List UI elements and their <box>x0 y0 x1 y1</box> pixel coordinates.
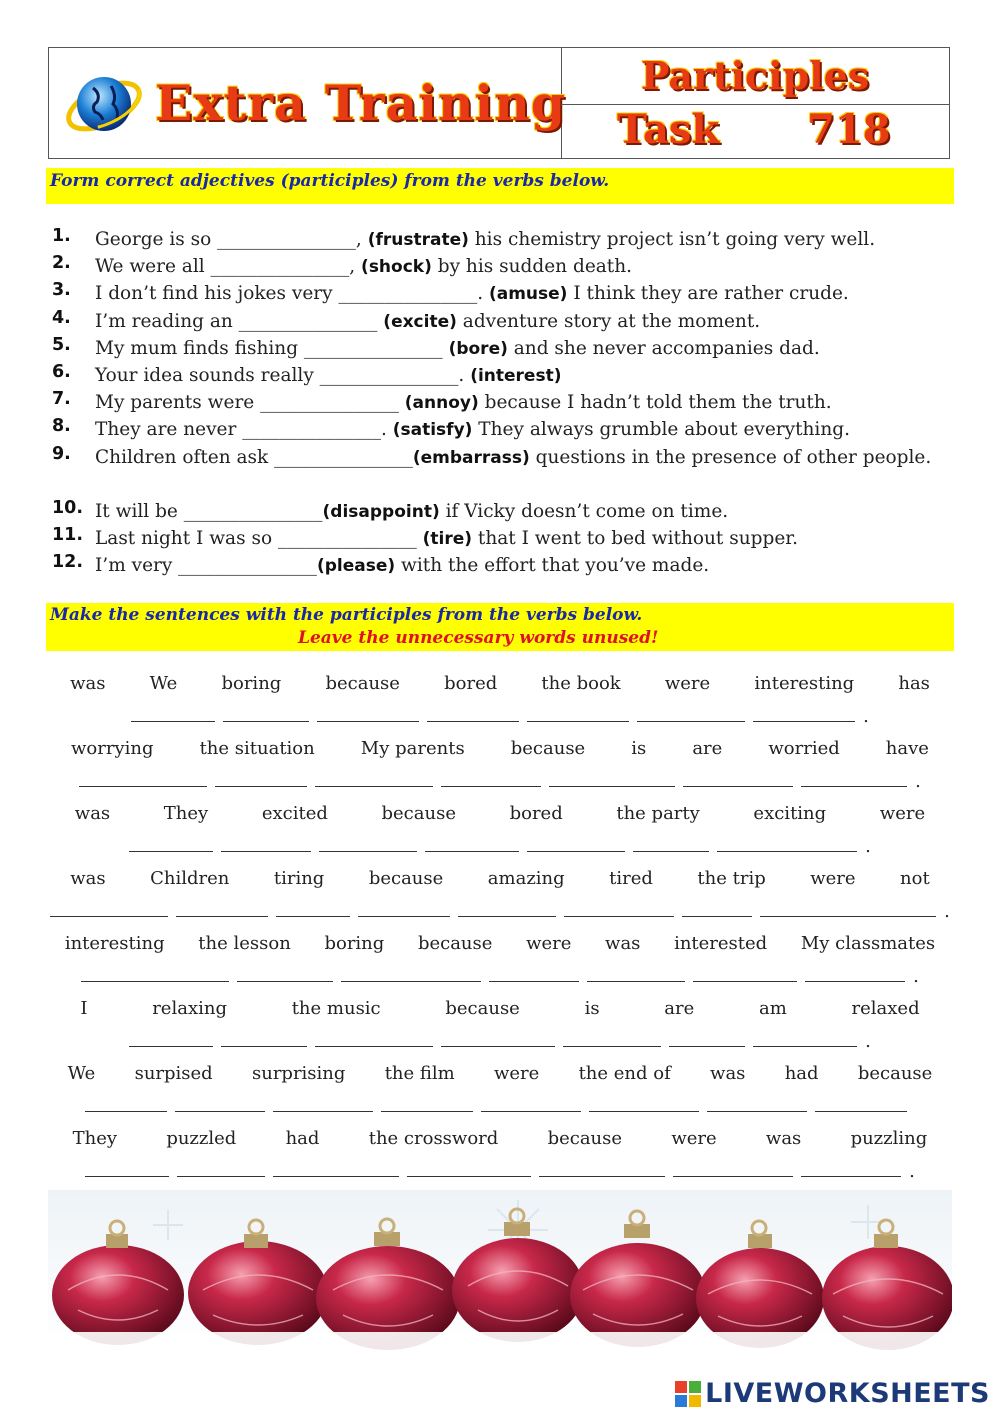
word-chip[interactable]: were <box>879 802 926 824</box>
word-chip[interactable]: because <box>381 802 456 824</box>
answer-blank[interactable] <box>81 980 229 982</box>
exercise-sentence <box>95 308 932 336</box>
word-chip[interactable]: My parents <box>360 737 465 759</box>
answer-blank[interactable] <box>539 1175 665 1177</box>
exercise-item <box>52 226 932 253</box>
answer-blank[interactable] <box>815 1110 907 1112</box>
word-chip[interactable]: surpised <box>134 1062 213 1084</box>
word-chip[interactable]: the situation <box>199 737 315 759</box>
word-chip[interactable]: I <box>80 997 88 1019</box>
word-bank-row <box>48 800 952 826</box>
task-label: Task <box>617 106 720 153</box>
exercise-item <box>52 444 932 498</box>
exercise-sentence <box>95 552 932 580</box>
answer-blank[interactable] <box>481 1110 581 1112</box>
word-chip[interactable]: were <box>810 867 856 889</box>
word-chip[interactable]: tired <box>609 867 653 889</box>
answer-blank[interactable] <box>673 1175 793 1177</box>
exercise-sentence <box>95 362 932 390</box>
verb-hint: (please) <box>316 556 396 577</box>
sentence-end: adventure story at the moment. <box>456 310 761 332</box>
sentence-end: by his sudden death. <box>431 256 633 278</box>
answer-blank[interactable] <box>441 1045 555 1047</box>
sentence-end: his chemistry project isn’t going very well. <box>468 229 876 250</box>
word-chip[interactable]: had <box>285 1127 320 1149</box>
word-bank-row <box>48 865 952 891</box>
word-chip[interactable]: worrying <box>71 737 154 759</box>
word-chip[interactable]: was <box>765 1127 802 1149</box>
exercise-number: 7. <box>52 389 71 410</box>
word-chip[interactable]: the crossword <box>368 1127 499 1149</box>
word-chip[interactable]: the lesson <box>198 932 291 954</box>
answer-blank[interactable] <box>317 720 419 722</box>
word-chip[interactable]: boring <box>324 932 385 954</box>
exercise-number: 2. <box>52 253 71 274</box>
answer-blank[interactable] <box>489 980 579 982</box>
word-chip[interactable]: boring <box>221 672 282 694</box>
answer-blank[interactable] <box>427 720 519 722</box>
answer-blank[interactable] <box>358 915 450 917</box>
answer-blank[interactable] <box>223 720 309 722</box>
answer-blank[interactable] <box>801 785 907 787</box>
sentence-end: because I hadn’t told them the truth. <box>478 392 832 414</box>
christmas-ornaments-image <box>48 1190 952 1352</box>
word-chip[interactable]: because <box>510 737 586 759</box>
exercise-number: 5. <box>52 334 71 355</box>
word-chip[interactable]: are <box>692 737 723 759</box>
answer-line <box>48 830 952 857</box>
word-chip[interactable]: exciting <box>753 802 827 824</box>
answer-blank[interactable] <box>717 850 857 852</box>
answer-blank[interactable] <box>273 1175 399 1177</box>
exercise-sentence <box>95 253 932 281</box>
answer-blank[interactable] <box>176 915 268 917</box>
word-chip[interactable]: were <box>664 672 711 694</box>
sentence-start[interactable]: I’m very _______________ <box>95 555 317 577</box>
word-chip[interactable]: the trip <box>697 867 766 889</box>
answer-line <box>48 895 952 922</box>
exercise-sentence <box>95 280 932 308</box>
answer-blank[interactable] <box>805 980 905 982</box>
word-chip[interactable]: the music <box>291 997 381 1019</box>
answer-blank[interactable] <box>682 915 752 917</box>
sentence-end: They always grumble about everything. <box>472 419 850 441</box>
task-number: 718 <box>807 106 891 153</box>
word-chip[interactable]: the end of <box>578 1062 671 1084</box>
answer-blank[interactable] <box>315 785 433 787</box>
exercise-item <box>52 389 932 416</box>
liveworksheets-text: LIVEWORKSHEETS <box>705 1378 990 1409</box>
header-brand-cell <box>49 48 567 158</box>
word-chip[interactable]: is <box>631 737 647 759</box>
word-chip[interactable]: was <box>74 802 111 824</box>
sentence-start[interactable]: My mum finds fishing _______________ <box>95 337 449 359</box>
exercise-number: 12. <box>52 552 84 573</box>
word-chip[interactable]: was <box>70 672 106 694</box>
word-chip[interactable]: tiring <box>273 867 325 889</box>
sentence-end: if Vicky doesn’t come on time. <box>439 500 729 522</box>
word-chip[interactable]: the party <box>616 802 700 824</box>
answer-line <box>48 765 952 792</box>
exercise-item <box>52 552 932 579</box>
exercise-item <box>52 416 932 443</box>
word-chip[interactable]: interested <box>674 932 768 954</box>
word-chip[interactable]: are <box>664 997 695 1019</box>
exercise-sentence <box>95 498 932 526</box>
word-chip[interactable]: amazing <box>487 867 565 889</box>
sentence-start[interactable]: Your idea sounds really _______________. <box>95 364 471 386</box>
answer-blank[interactable] <box>237 980 333 982</box>
liveworksheets-logo[interactable] <box>675 1378 990 1409</box>
answer-blank[interactable] <box>760 915 936 917</box>
word-bank-row <box>48 995 952 1021</box>
word-bank-row <box>48 930 952 956</box>
brand-title: Extra Training <box>155 74 567 132</box>
word-chip[interactable]: worried <box>768 737 840 759</box>
word-chip[interactable]: interesting <box>754 672 855 694</box>
word-chip[interactable]: bored <box>444 672 498 694</box>
word-chip[interactable]: puzzled <box>166 1127 237 1149</box>
answer-line <box>48 960 952 987</box>
answer-blank[interactable] <box>175 1110 265 1112</box>
answer-blank[interactable] <box>50 915 168 917</box>
sentence-start[interactable]: My parents were _______________ <box>95 392 405 414</box>
word-bank-row <box>48 1125 952 1151</box>
sentence-start[interactable]: We were all _______________, <box>95 256 362 278</box>
word-chip[interactable]: were <box>671 1127 717 1149</box>
word-chip[interactable]: am <box>759 997 787 1019</box>
exercise-item <box>52 280 932 307</box>
word-chip[interactable]: have <box>885 737 929 759</box>
word-chip[interactable]: We <box>67 1062 96 1084</box>
answer-blank[interactable] <box>753 1045 857 1047</box>
word-chip[interactable]: because <box>547 1127 623 1149</box>
answer-blank[interactable] <box>549 785 675 787</box>
answer-blank[interactable] <box>221 1045 307 1047</box>
verb-hint: (amuse) <box>488 284 568 305</box>
sentence-end-mark: . <box>865 836 871 857</box>
verb-hint: (annoy) <box>404 393 479 414</box>
sentence-end: that I went to bed without supper. <box>472 528 798 550</box>
section2-instruction: Make the sentences with the participles from the verbs below. <box>50 605 643 625</box>
answer-blank[interactable] <box>425 850 519 852</box>
word-chip[interactable]: because <box>445 997 520 1019</box>
word-chip[interactable]: We <box>149 672 178 694</box>
exercise-sentence <box>95 389 932 417</box>
word-chip[interactable]: were <box>526 932 572 954</box>
globe-icon <box>63 66 145 142</box>
exercise-list <box>52 226 932 579</box>
exercise-item <box>52 362 932 389</box>
answer-blank[interactable] <box>273 1110 373 1112</box>
section1-instruction-band <box>46 168 954 204</box>
answer-blank[interactable] <box>683 785 793 787</box>
answer-blank[interactable] <box>319 850 417 852</box>
word-chip[interactable]: because <box>368 867 444 889</box>
exercise-number: 9. <box>52 443 71 464</box>
word-chip[interactable]: had <box>784 1062 819 1084</box>
exercise-item <box>52 498 932 525</box>
word-chip[interactable]: the film <box>384 1062 455 1084</box>
verb-hint: (frustrate) <box>367 230 469 250</box>
liveworksheets-icon <box>675 1381 701 1407</box>
answer-blank[interactable] <box>215 785 307 787</box>
answer-blank[interactable] <box>527 720 629 722</box>
word-chip[interactable]: because <box>417 932 493 954</box>
topic-title: Participles <box>640 53 870 98</box>
sentence-start[interactable]: They are never _______________. <box>95 419 393 441</box>
verb-hint: (embarrass) <box>412 447 530 468</box>
sentence-end-mark: . <box>944 901 950 922</box>
answer-blank[interactable] <box>801 1175 901 1177</box>
sentence-end-mark: . <box>915 771 921 792</box>
word-chip[interactable]: was <box>70 867 106 889</box>
verb-hint: (interest) <box>470 365 562 386</box>
exercise-sentence <box>95 226 932 254</box>
answer-line <box>48 1155 952 1182</box>
word-chip[interactable]: They <box>163 802 209 824</box>
answer-blank[interactable] <box>276 915 350 917</box>
word-chip[interactable]: is <box>584 997 600 1019</box>
answer-blank[interactable] <box>707 1110 807 1112</box>
exercise-item <box>52 308 932 335</box>
sentence-end: questions in the presence of other people. <box>529 446 932 468</box>
answer-blank[interactable] <box>85 1175 169 1177</box>
sentence-end: I think they are rather crude. <box>567 283 849 305</box>
word-chip[interactable]: interesting <box>64 932 165 954</box>
word-chip[interactable]: because <box>325 672 400 694</box>
answer-blank[interactable] <box>633 850 709 852</box>
sentence-end-mark: . <box>865 1031 871 1052</box>
answer-blank[interactable] <box>315 1045 433 1047</box>
topic-cell <box>561 48 949 105</box>
word-chip[interactable]: relaxing <box>152 997 227 1019</box>
word-bank-row <box>48 1060 952 1086</box>
sentence-start[interactable]: It will be _______________ <box>95 500 323 522</box>
answer-blank[interactable] <box>221 850 311 852</box>
word-chip[interactable]: puzzling <box>850 1127 928 1149</box>
sentence-start[interactable]: I’m reading an _______________ <box>95 310 384 332</box>
answer-blank[interactable] <box>753 720 855 722</box>
word-chip[interactable]: relaxed <box>851 997 920 1019</box>
answer-blank[interactable] <box>177 1175 265 1177</box>
answer-blank[interactable] <box>563 1045 661 1047</box>
word-bank-row <box>48 670 952 696</box>
answer-blank[interactable] <box>587 980 685 982</box>
exercise-sentence <box>95 335 932 363</box>
section2-warning: Leave the unnecessary words unused! <box>298 628 659 648</box>
verb-hint: (disappoint) <box>322 501 440 522</box>
answer-blank[interactable] <box>669 1045 745 1047</box>
answer-line <box>48 1090 952 1112</box>
verb-hint: (tire) <box>422 529 473 550</box>
sentence-end: and she never accompanies dad. <box>507 337 820 359</box>
word-chip[interactable]: was <box>710 1062 746 1084</box>
word-chip[interactable]: My classmates <box>800 932 936 954</box>
word-chip[interactable]: was <box>605 932 641 954</box>
answer-blank[interactable] <box>131 720 215 722</box>
answer-blank[interactable] <box>637 720 745 722</box>
word-chip[interactable]: surprising <box>251 1062 346 1084</box>
word-chip[interactable]: excited <box>261 802 328 824</box>
section2-instruction-band <box>46 603 954 651</box>
exercise-number: 1. <box>52 226 71 246</box>
word-chip[interactable]: They <box>72 1127 118 1149</box>
sentence-start[interactable]: I don’t find his jokes very _______________. <box>95 283 489 305</box>
verb-hint: (satisfy) <box>392 420 473 441</box>
exercise-sentence <box>95 416 932 444</box>
answer-blank[interactable] <box>589 1110 699 1112</box>
answer-blank[interactable] <box>458 915 556 917</box>
answer-blank[interactable] <box>527 850 625 852</box>
answer-blank[interactable] <box>129 1045 213 1047</box>
sentence-end-mark: . <box>863 706 869 727</box>
task-cell <box>561 104 949 158</box>
answer-line <box>48 700 952 727</box>
word-chip[interactable]: the book <box>541 672 621 694</box>
header-box <box>48 47 950 159</box>
exercise-number: 6. <box>52 361 71 382</box>
sentence-end-mark: . <box>913 966 919 987</box>
exercise-number: 8. <box>52 416 71 437</box>
answer-blank[interactable] <box>564 915 674 917</box>
word-chip[interactable]: Children <box>150 867 230 889</box>
answer-blank[interactable] <box>693 980 797 982</box>
exercise-number: 3. <box>52 280 71 301</box>
sentence-start[interactable]: Children often ask _______________ <box>95 446 413 468</box>
exercise-number: 11. <box>52 525 84 546</box>
verb-hint: (shock) <box>361 257 432 278</box>
word-chip[interactable]: bored <box>509 802 563 824</box>
exercise-sentence <box>95 525 932 553</box>
section1-instruction: Form correct adjectives (participles) from the verbs below. <box>50 171 610 191</box>
sentence-start[interactable]: George is so _______________, <box>95 229 368 250</box>
answer-blank[interactable] <box>407 1175 531 1177</box>
answer-blank[interactable] <box>85 1110 167 1112</box>
sentence-start[interactable]: Last night I was so _______________ <box>95 528 423 550</box>
answer-blank[interactable] <box>129 850 213 852</box>
exercise-item <box>52 253 932 280</box>
exercise-item <box>52 335 932 362</box>
word-chip[interactable]: were <box>493 1062 540 1084</box>
word-chip[interactable]: has <box>898 672 930 694</box>
answer-line <box>48 1025 952 1052</box>
verb-hint: (bore) <box>448 338 508 359</box>
word-chip[interactable]: because <box>857 1062 933 1084</box>
exercise-sentence <box>95 444 932 472</box>
answer-blank[interactable] <box>79 785 207 787</box>
sentence-end-mark: . <box>909 1161 915 1182</box>
exercise-number: 4. <box>52 307 71 328</box>
answer-blank[interactable] <box>341 980 481 982</box>
answer-blank[interactable] <box>441 785 541 787</box>
sentence-end: with the effort that you’ve made. <box>395 555 710 577</box>
exercise-item <box>52 525 932 552</box>
answer-blank[interactable] <box>381 1110 473 1112</box>
exercise-number: 10. <box>52 497 84 518</box>
verb-hint: (excite) <box>383 311 457 332</box>
word-chip[interactable]: not <box>900 867 930 889</box>
word-bank-row <box>48 735 952 761</box>
